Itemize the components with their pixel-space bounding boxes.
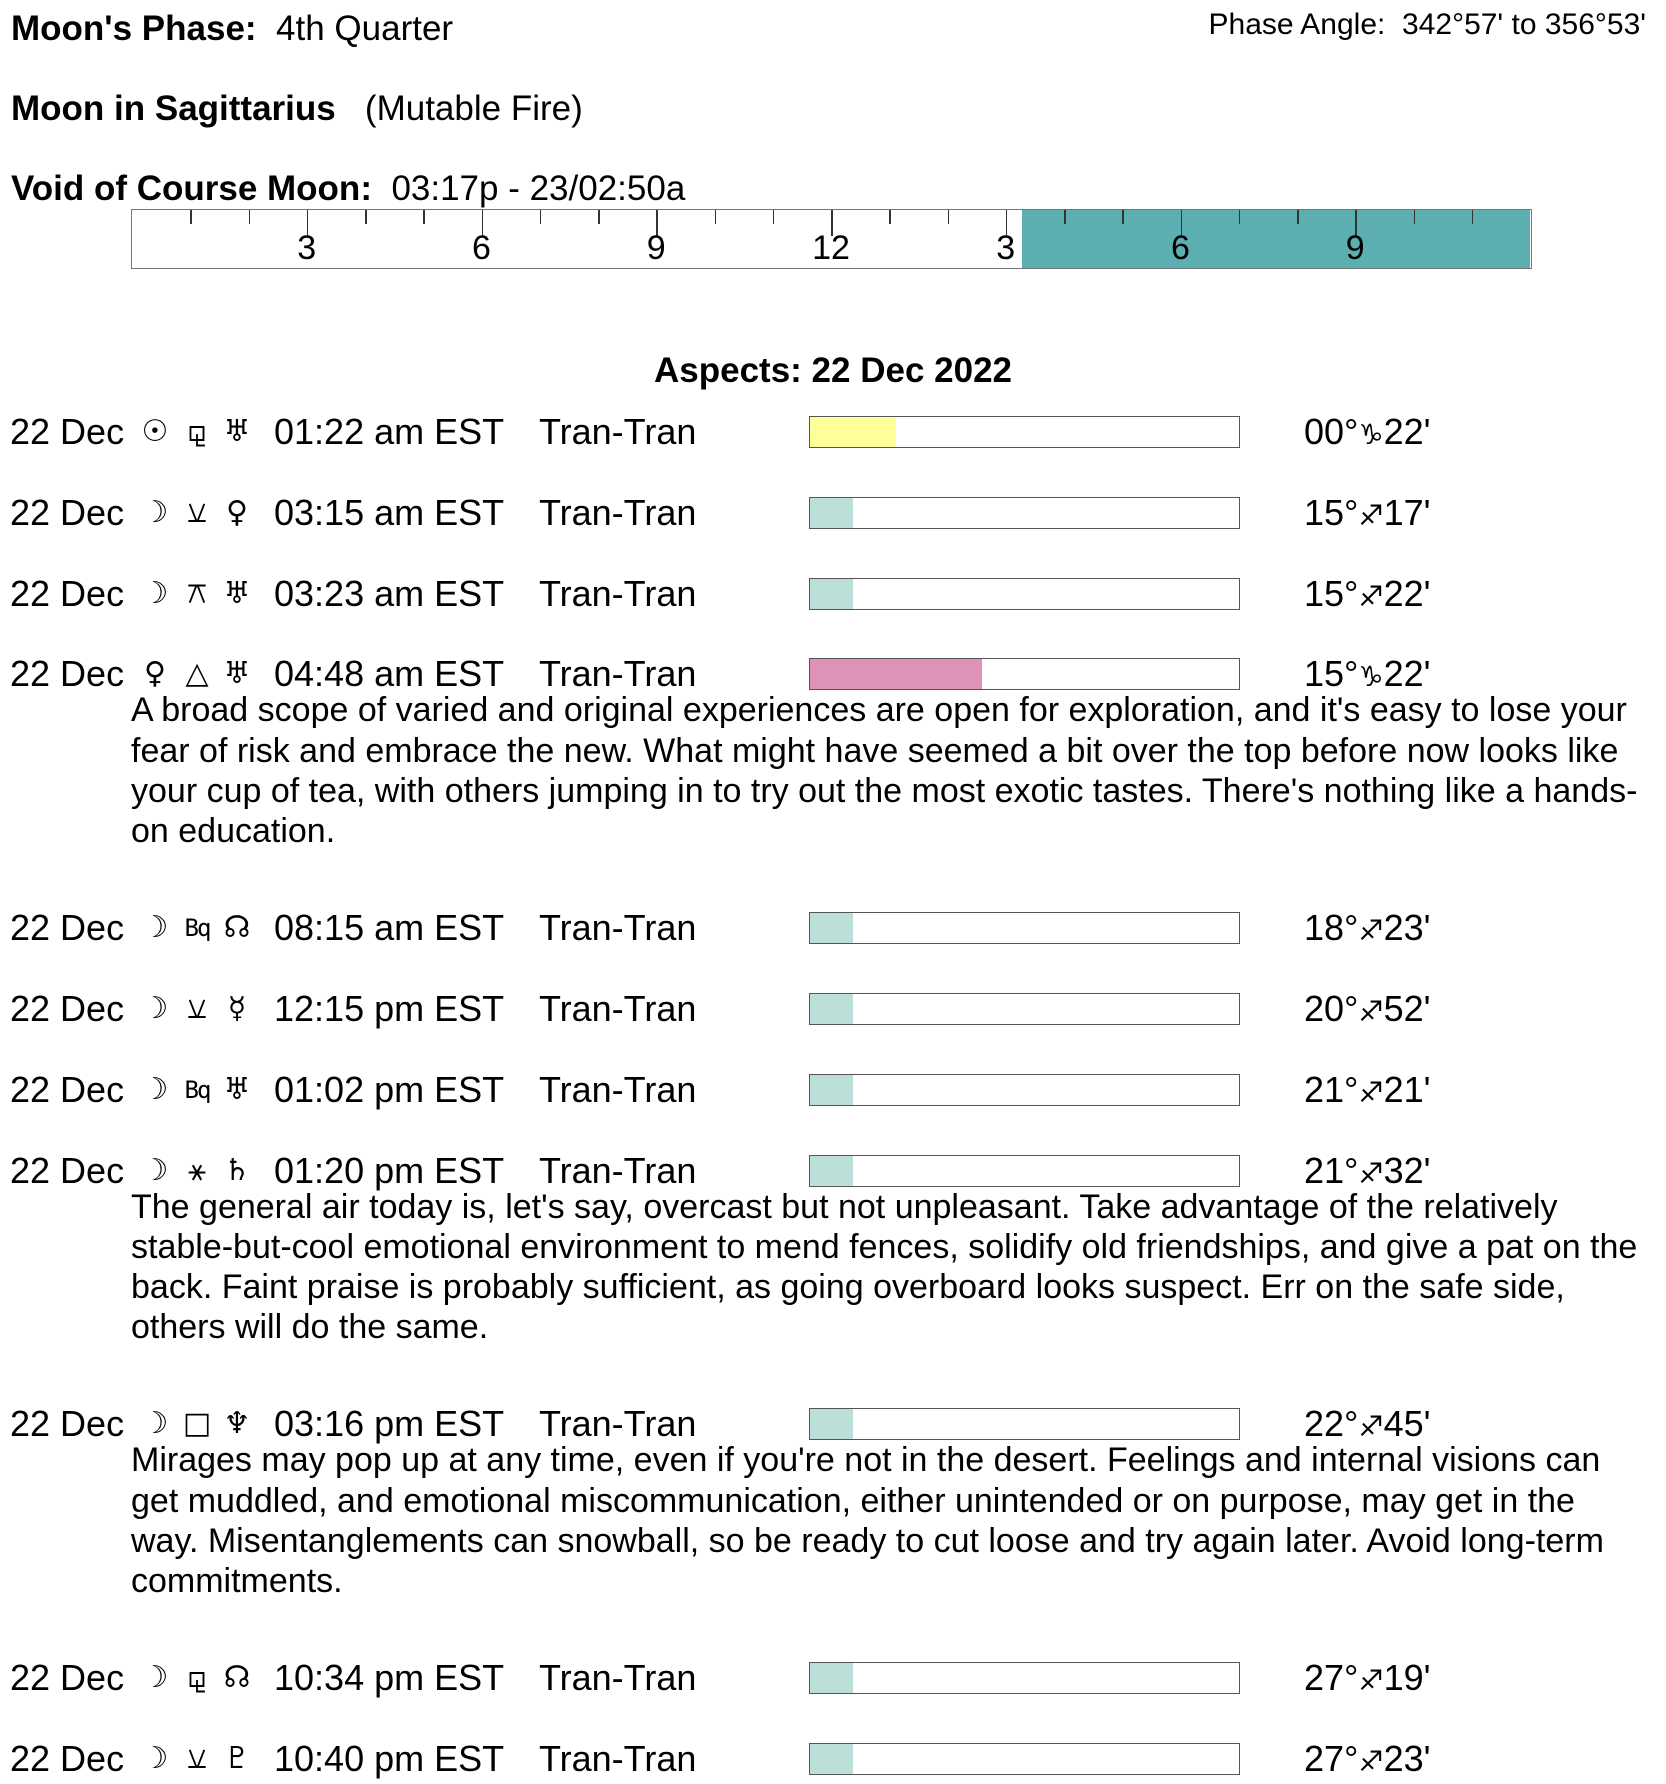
- aspect-strength-bar: [809, 416, 1240, 448]
- position-degree: 27°: [1304, 1738, 1359, 1779]
- aspect-strength-bar: [809, 658, 1240, 690]
- position-minute: 52': [1383, 988, 1431, 1029]
- position-minute: 22': [1383, 411, 1431, 452]
- timeline-tick: [1122, 210, 1124, 224]
- aspect-date: 22 Dec: [10, 653, 125, 695]
- timeline-tick: [1414, 210, 1416, 224]
- aspect-row: [0, 491, 1666, 535]
- aspect-time: 03:15 am EST: [274, 491, 505, 533]
- aspect-time: 10:40 pm EST: [274, 1738, 505, 1779]
- pluto-icon: ♇: [223, 1741, 251, 1776]
- timeline-tick: [889, 210, 891, 224]
- moon-sign-label: Moon in Sagittarius: [11, 89, 336, 128]
- aspect-date: 22 Dec: [10, 1657, 125, 1699]
- void-timeline: [131, 209, 1532, 269]
- zodiac-sign-icon: ♐: [1358, 498, 1384, 532]
- zodiac-sign-icon: ♐: [1358, 1075, 1384, 1109]
- aspect-strength-fill: [810, 1075, 853, 1105]
- semisextile-icon: ⚺: [187, 494, 207, 530]
- moon-sign: [11, 89, 583, 129]
- timeline-tick: [715, 210, 717, 224]
- zodiac-sign-icon: ♑: [1358, 660, 1384, 694]
- aspect-time: 03:23 am EST: [274, 572, 505, 614]
- timeline-label: 9: [1345, 229, 1365, 267]
- aspect-position: [1304, 1737, 1430, 1784]
- aspect-strength-fill: [810, 1409, 853, 1439]
- aspect-type: Tran-Tran: [539, 411, 697, 452]
- aspect-time: 12:15 pm EST: [274, 988, 505, 1029]
- position-degree: 15°: [1304, 491, 1359, 533]
- aspect-date: 22 Dec: [10, 1068, 125, 1110]
- timeline-tick: [1297, 210, 1299, 224]
- aspect-strength-fill: [810, 659, 982, 689]
- position-degree: 21°: [1304, 1068, 1359, 1110]
- aspect-type: Tran-Tran: [539, 1657, 697, 1699]
- quincunx-icon: ⚻: [187, 575, 207, 611]
- aspect-interpretation: The general air today is, let's say, overcast but not unpleasant. Take advantage of the relatively stable-but-cool emotional environment to mend fences, solidify old friendships, and give a pat on the back. Faint praise is probably sufficient, as going overboard looks suspect. Err on the safe side, others will do the same.: [131, 1187, 1638, 1347]
- zodiac-sign-icon: ♐: [1358, 1410, 1384, 1444]
- aspect-time: 03:16 pm EST: [274, 1403, 505, 1445]
- position-degree: 15°: [1304, 572, 1359, 614]
- aspect-strength-fill: [810, 1156, 853, 1186]
- moon-icon: ☽: [141, 1071, 169, 1107]
- aspect-date: 22 Dec: [10, 907, 125, 949]
- position-minute: 45': [1383, 1403, 1431, 1445]
- semisextile-icon: ⚺: [187, 1741, 207, 1776]
- timeline-tick: [598, 210, 600, 224]
- aspect-strength-fill: [810, 994, 853, 1024]
- phase-angle-label: Phase Angle:: [1208, 8, 1386, 41]
- timeline-label: 9: [646, 229, 666, 267]
- aspect-strength-fill: [810, 417, 896, 447]
- aspect-date: 22 Dec: [10, 1403, 125, 1445]
- aspect-strength-bar: [809, 1662, 1240, 1694]
- biquintile-icon: Bq: [184, 914, 210, 943]
- aspect-time: 01:02 pm EST: [274, 1068, 505, 1110]
- position-degree: 20°: [1304, 988, 1359, 1029]
- phase-angle: [1209, 7, 1646, 43]
- aspect-position: [1304, 572, 1430, 619]
- aspect-type: Tran-Tran: [539, 1068, 697, 1110]
- zodiac-sign-icon: ♐: [1358, 1664, 1384, 1698]
- moon-icon: ☽: [141, 1152, 169, 1188]
- sextile-icon: ⚹: [188, 1152, 206, 1188]
- semisextile-icon: ⚺: [187, 991, 207, 1026]
- moon-icon: ☽: [141, 575, 169, 611]
- mercury-icon: ☿: [227, 991, 247, 1026]
- position-degree: 18°: [1304, 907, 1359, 949]
- uranus-icon: ♅: [223, 1071, 251, 1107]
- zodiac-sign-icon: ♐: [1358, 914, 1384, 948]
- position-degree: 22°: [1304, 1403, 1359, 1445]
- zodiac-sign-icon: ♐: [1358, 995, 1384, 1028]
- aspect-time: 08:15 am EST: [274, 907, 505, 949]
- aspect-position: [1304, 1068, 1430, 1115]
- position-degree: 00°: [1304, 411, 1359, 452]
- zodiac-sign-icon: ♐: [1358, 1156, 1384, 1190]
- position-minute: 23': [1383, 907, 1431, 949]
- zodiac-sign-icon: ♑: [1358, 418, 1384, 451]
- aspects-title: Aspects: 22 Dec 2022: [654, 351, 1012, 390]
- north-node-icon: ☊: [223, 1660, 251, 1696]
- timeline-tick: [423, 210, 425, 224]
- aspect-strength-bar: [809, 578, 1240, 610]
- aspect-time: 01:20 pm EST: [274, 1149, 505, 1191]
- aspect-row: [0, 987, 1666, 1031]
- position-minute: 23': [1383, 1738, 1431, 1779]
- aspect-strength-bar: [809, 1155, 1240, 1187]
- sun-icon: ☉: [141, 414, 169, 449]
- aspect-strength-bar: [809, 1408, 1240, 1440]
- uranus-icon: ♅: [223, 575, 251, 611]
- timeline-tick: [1064, 210, 1066, 224]
- timeline-tick: [249, 210, 251, 224]
- aspect-position: [1304, 987, 1430, 1034]
- aspect-interpretation: Mirages may pop up at any time, even if you're not in the desert. Feelings and internal visions can get muddled, and emotional miscommunication, either unintended or on purpose, may get in the way. Misentanglements can snowball, so be ready to cut loose and try again later. Avoid long-term commitments.: [131, 1441, 1604, 1600]
- aspect-time: 10:34 pm EST: [274, 1657, 505, 1699]
- aspect-row: [0, 572, 1666, 616]
- aspect-type: Tran-Tran: [539, 1149, 697, 1191]
- moon-phase-label: Moon's Phase:: [11, 9, 257, 48]
- aspect-strength-fill: [810, 498, 853, 528]
- aspect-position: [1304, 906, 1430, 953]
- aspect-time: 04:48 am EST: [274, 653, 505, 695]
- aspect-date: 22 Dec: [10, 1149, 125, 1191]
- timeline-label: 12: [812, 229, 850, 267]
- north-node-icon: ☊: [223, 910, 251, 946]
- saturn-icon: ♄: [223, 1152, 251, 1188]
- moon-icon: ☽: [141, 1660, 169, 1696]
- void-of-course: [11, 169, 685, 209]
- moon-sign-quality: (Mutable Fire): [364, 89, 583, 128]
- aspect-row: [0, 410, 1666, 454]
- timeline-tick: [948, 210, 950, 224]
- moon-phase: [11, 9, 453, 49]
- aspect-interpretation: A broad scope of varied and original experiences are open for exploration, and it's easy to lose your fear of risk and embrace the new. What might have seemed a bit over the top before now looks like your cup of tea, with others jumping in to try out the most exotic tastes. There's nothing like a hands-on education.: [131, 691, 1638, 850]
- moon-icon: ☽: [141, 494, 169, 530]
- aspect-date: 22 Dec: [10, 491, 125, 533]
- aspect-type: Tran-Tran: [539, 572, 697, 614]
- aspect-position: [1304, 410, 1430, 457]
- aspect-date: 22 Dec: [10, 572, 125, 614]
- moon-phase-value: 4th Quarter: [276, 9, 454, 48]
- aspect-row: [0, 906, 1666, 950]
- square-icon: □: [182, 1406, 212, 1442]
- aspect-position: [1304, 491, 1430, 538]
- timeline-label: 6: [1171, 229, 1190, 267]
- timeline-tick: [1239, 210, 1241, 224]
- aspect-position: [1304, 1656, 1430, 1703]
- aspect-type: Tran-Tran: [539, 653, 697, 695]
- position-degree: 15°: [1304, 653, 1359, 695]
- aspect-row: [0, 1068, 1666, 1112]
- aspect-strength-fill: [810, 1663, 853, 1693]
- zodiac-sign-icon: ♐: [1358, 579, 1384, 613]
- aspect-strength-fill: [810, 579, 853, 609]
- moon-icon: ☽: [141, 991, 169, 1026]
- moon-icon: ☽: [141, 1741, 169, 1776]
- aspect-strength-bar: [809, 993, 1240, 1025]
- aspect-strength-bar: [809, 497, 1240, 529]
- zodiac-sign-icon: ♐: [1358, 1745, 1384, 1778]
- venus-icon: ♀: [144, 656, 166, 692]
- neptune-icon: ♆: [223, 1406, 251, 1442]
- position-minute: 22': [1383, 653, 1431, 695]
- position-minute: 19': [1383, 1657, 1431, 1699]
- position-minute: 17': [1383, 491, 1431, 533]
- voc-value: 03:17p - 23/02:50a: [391, 169, 686, 208]
- aspect-strength-fill: [810, 1744, 853, 1774]
- aspect-strength-bar: [809, 1074, 1240, 1106]
- aspect-time: 01:22 am EST: [274, 411, 505, 452]
- sesquiquadrate-icon: ⚼: [186, 1660, 208, 1696]
- position-degree: 27°: [1304, 1657, 1359, 1699]
- biquintile-icon: Bq: [184, 1075, 210, 1104]
- timeline-tick: [365, 210, 367, 224]
- position-minute: 22': [1383, 572, 1431, 614]
- aspect-type: Tran-Tran: [539, 1403, 697, 1445]
- timeline-label: 6: [472, 229, 491, 267]
- moon-icon: ☽: [141, 1406, 169, 1442]
- aspect-type: Tran-Tran: [539, 988, 697, 1029]
- venus-icon: ♀: [226, 494, 248, 530]
- aspect-strength-bar: [809, 912, 1240, 944]
- aspect-type: Tran-Tran: [539, 907, 697, 949]
- timeline-tick: [773, 210, 775, 224]
- aspect-type: Tran-Tran: [539, 1738, 697, 1779]
- timeline-tick: [190, 210, 192, 224]
- timeline-tick: [1472, 210, 1474, 224]
- aspect-date: 22 Dec: [10, 988, 125, 1029]
- aspect-row: [0, 1656, 1666, 1700]
- timeline-label: 3: [297, 229, 317, 267]
- aspect-type: Tran-Tran: [539, 491, 697, 533]
- aspect-strength-bar: [809, 1743, 1240, 1775]
- aspect-strength-fill: [810, 913, 853, 943]
- trine-icon: △: [185, 656, 209, 692]
- position-degree: 21°: [1304, 1149, 1359, 1191]
- aspect-row: [0, 1737, 1666, 1781]
- phase-angle-value: 342°57' to 356°53': [1402, 8, 1646, 41]
- position-minute: 32': [1383, 1149, 1431, 1191]
- moon-icon: ☽: [141, 910, 169, 946]
- uranus-icon: ♅: [223, 414, 251, 449]
- timeline-label: 3: [996, 229, 1016, 267]
- aspect-date: 22 Dec: [10, 411, 125, 452]
- aspect-date: 22 Dec: [10, 1738, 125, 1779]
- voc-label: Void of Course Moon:: [11, 169, 372, 208]
- void-period-fill: [1022, 210, 1530, 268]
- position-minute: 21': [1383, 1068, 1431, 1110]
- timeline-tick: [540, 210, 542, 224]
- sesquiquadrate-icon: ⚼: [186, 414, 208, 449]
- uranus-icon: ♅: [223, 656, 251, 692]
